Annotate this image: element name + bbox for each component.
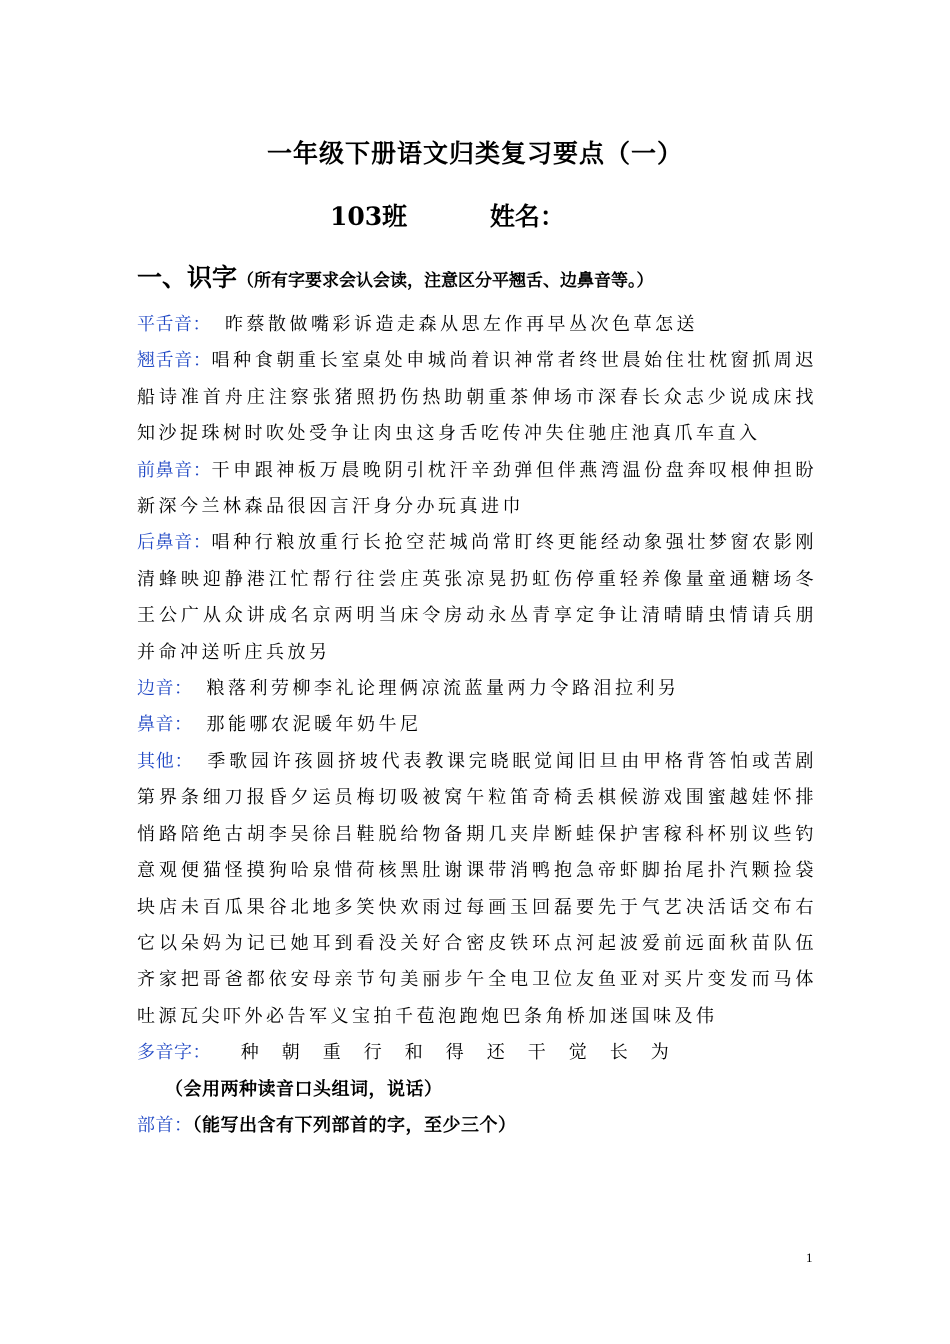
- group-text: 昨蔡散做嘴彩诉造走森从思左作再早丛次色草怎送: [225, 314, 698, 335]
- back-nasal-group: [137, 525, 817, 671]
- nasal-group: [137, 707, 817, 743]
- group-text: 干申跟神板万晨晚阴引枕汗辛劲弹但伴燕湾温份盘奔叹根伸担盼新深今兰林森品很因言汗身分办玩真进巾: [137, 459, 818, 518]
- section-heading: [137, 258, 654, 294]
- group-label: 前鼻音：: [137, 459, 212, 481]
- poly-char: 重: [322, 1042, 341, 1064]
- radicals-group: [137, 1108, 817, 1144]
- group-text: 唱种食朝重长室桌处申城尚着识神常者终世晨始住壮枕窗抓周迟船诗准首舟庄注察张猪照扔伤热助朝重茶伸场市深春长众志少说成床找知沙捉珠树时吹处受争让肉虫这身舌吃传冲失住驰庄池真爪车直入: [137, 350, 818, 445]
- group-text: 那能哪农泥暖年奶牛尼: [206, 714, 422, 736]
- front-nasal-group: [137, 453, 817, 526]
- other-group: [137, 744, 817, 1035]
- polyphonic-group: [137, 1035, 817, 1071]
- group-label: 平舌音：: [137, 314, 211, 335]
- flat-tongue-group: [137, 307, 817, 343]
- group-label: 鼻音：: [137, 714, 193, 736]
- group-label: 多音字：: [137, 1042, 211, 1064]
- poly-char: 和: [404, 1042, 423, 1064]
- poly-char: 为: [650, 1042, 669, 1064]
- group-text: 季歌园许孩圆挤坡代表教课完晓眠觉闻旧旦由甲格背答怕或苦剧第界条细刀报昏夕运员梅切吸被窝午粒笛奇椅丢棋候游戏围蜜越娃怀排悄路陪绝古胡李吴徐吕鞋脱给物备期几夹岸断蛙保护害稼科杯别议些钓意观便猫怪摸狗哈泉惜荷核黑肚谢课带消鸭抱急帝虾脚抬尾扑汽颗捡袋块店未百瓜果谷北地多笑快欢雨过每画玉回磊要先于气艺决活话交布右它以朵妈为记已她耳到看没关好合密皮铁环点河起波爱前远面秋苗队伍齐家把哥爸都依安母亲节句美丽步午全电卫位友鱼亚对买片变发而马体吐源瓦尖吓外必告军义宝拍千苞泡跑炮巴条角桥加迷国味及伟: [137, 750, 818, 1027]
- section-title: 一、识字: [137, 263, 238, 292]
- section-note: （所有字要求会认会读，注意区分平翘舌、边鼻音等。）: [237, 271, 654, 291]
- group-label: 边音：: [137, 678, 193, 700]
- class-name-line: [330, 197, 565, 233]
- lateral-group: [137, 671, 817, 707]
- group-text: 唱种行粮放重行长抢空茫城尚常盯终更能经动象强壮梦窗农影刚清蜂映迎静港江忙帮行往尝庄英张凉晃扔虹伤停重轻养像量童通糖场冬王公广从众讲成名京两明当床令房动永丛青享定争让清晴睛虫情请兵朋并命冲送听庄兵放另: [137, 532, 818, 663]
- poly-char: 觉: [568, 1042, 587, 1064]
- name-label: 姓名：: [489, 202, 565, 231]
- poly-char: 种: [240, 1042, 259, 1064]
- document-title: 一年级下册语文归类复习要点（一）: [266, 139, 683, 168]
- poly-char: 还: [486, 1042, 505, 1064]
- poly-char: 干: [527, 1042, 546, 1064]
- poly-char: 得: [445, 1042, 464, 1064]
- polyphonic-chars: [235, 1042, 692, 1063]
- retroflex-group: [137, 343, 817, 452]
- radicals-note: （能写出含有下列部首的字，至少三个）: [192, 1114, 517, 1136]
- group-text: 粮落利劳柳李礼论理俩凉流蓝量两力令路泪拉利另: [206, 678, 680, 700]
- group-label: 其他：: [137, 750, 194, 772]
- content-body: [137, 307, 817, 1144]
- poly-char: 长: [609, 1042, 628, 1064]
- poly-char: 行: [363, 1042, 382, 1064]
- polyphonic-note: （会用两种读音口头组词，说话）: [165, 1078, 443, 1100]
- group-label: 翘舌音：: [137, 350, 212, 372]
- group-label: 后鼻音：: [137, 532, 212, 554]
- group-label: 部首：: [137, 1114, 193, 1136]
- class-number: 103班: [330, 202, 408, 231]
- poly-char: 朝: [281, 1042, 300, 1064]
- page-number: 1: [806, 1250, 813, 1265]
